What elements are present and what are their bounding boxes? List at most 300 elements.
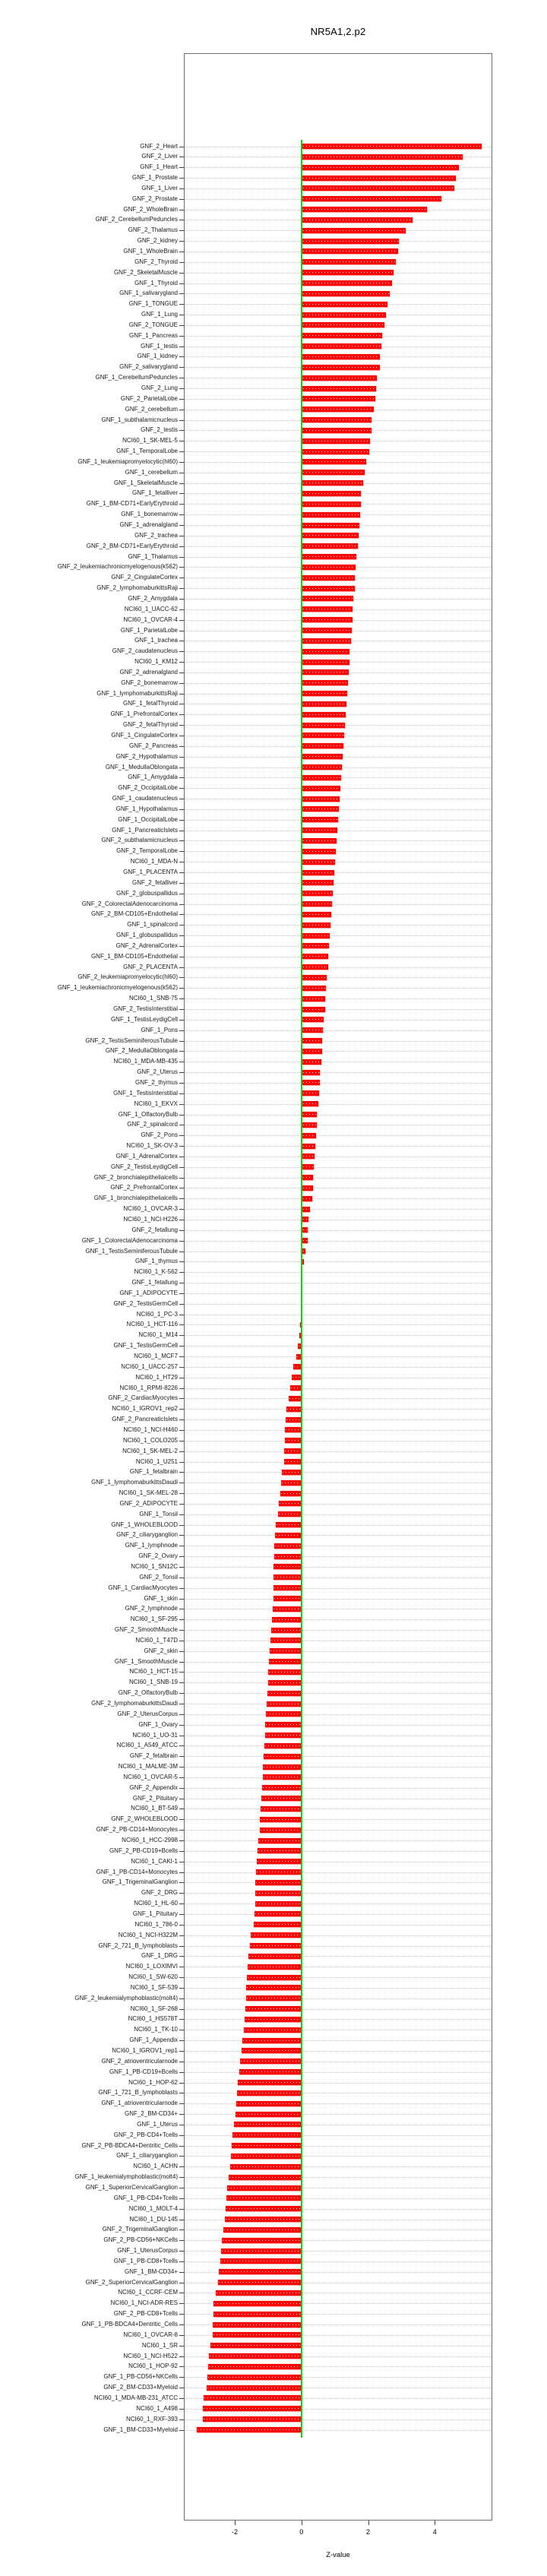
row-label: GNF_1_TestisInterstitial (113, 1089, 178, 1097)
bar (302, 196, 441, 201)
row-label: GNF_2_cerebellum (125, 405, 178, 413)
grid-line (185, 1178, 492, 1179)
grid-line (185, 1272, 492, 1273)
row-label: NCI60_1_M14 (138, 1331, 178, 1339)
y-tick (179, 2040, 184, 2041)
bar (286, 1407, 301, 1412)
y-tick (179, 2251, 184, 2252)
y-tick (179, 1988, 184, 1989)
row-label: NCI60_1_NCI-H226 (123, 1215, 178, 1223)
row-label: GNF_2_ColorectalAdenocarcinoma (81, 900, 178, 907)
grid-line (185, 904, 492, 905)
row-label: GNF_1_lymphnode (125, 1542, 178, 1549)
x-tick (235, 2521, 236, 2525)
bar (261, 1806, 301, 1812)
y-tick (179, 904, 184, 905)
grid-line (185, 1977, 492, 1978)
y-tick (179, 1135, 184, 1136)
grid-line (185, 1714, 492, 1715)
y-tick (179, 588, 184, 589)
row-label: GNF_2_PrefrontalCortex (110, 1184, 178, 1191)
bar (245, 2006, 301, 2011)
y-tick (179, 1672, 184, 1673)
y-tick (179, 1241, 184, 1242)
x-tick-label: 0 (299, 2528, 304, 2536)
bar (302, 333, 382, 338)
bar (231, 2154, 301, 2159)
row-label: GNF_2_bonemarrow (121, 679, 178, 686)
grid-line (185, 2103, 492, 2104)
grid-line (185, 1346, 492, 1347)
bar (302, 828, 337, 833)
y-tick (179, 2346, 184, 2347)
grid-line (185, 1072, 492, 1073)
row-label: GNF_2_spinalcord (127, 1121, 178, 1128)
bar (264, 1743, 301, 1748)
row-label: NCI60_1_K-562 (134, 1268, 178, 1276)
y-tick (179, 662, 184, 663)
row-label: GNF_1_lymphomaburkittsRaji (96, 689, 178, 697)
bar (302, 459, 365, 464)
row-label: NCI60_1_SNB-75 (128, 995, 178, 1002)
row-label: GNF_1_TONGUE (128, 300, 178, 308)
y-tick (179, 2135, 184, 2136)
bar (222, 2238, 301, 2243)
row-label: GNF_2_PB-CD8+Tcells (113, 2310, 178, 2318)
bar (302, 365, 380, 370)
row-label: GNF_1_PancreaticIslets (112, 826, 178, 834)
bar (302, 786, 340, 791)
grid-line (185, 1935, 492, 1936)
bar (302, 322, 384, 328)
row-label: GNF_1_DRG (141, 1952, 178, 1960)
bar (302, 228, 405, 233)
row-label: GNF_2_testis (141, 426, 178, 434)
y-tick (179, 620, 184, 621)
grid-line (185, 1514, 492, 1515)
row-label: NCI60_1_DU-145 (129, 2215, 178, 2223)
y-tick (179, 557, 184, 558)
bar (302, 565, 356, 570)
bar (302, 523, 359, 528)
bar (226, 2206, 301, 2211)
y-tick (179, 493, 184, 494)
bar (302, 996, 325, 1002)
bar (213, 2332, 302, 2337)
row-label: GNF_2_PB-CD4+Tcells (113, 2131, 178, 2138)
bar (302, 575, 355, 581)
row-label: GNF_2_caudatenucleus (112, 647, 178, 655)
row-label: GNF_2_OlfactoryBulb (118, 1689, 178, 1697)
y-tick (179, 1567, 184, 1568)
y-tick (179, 293, 184, 294)
y-tick (179, 2229, 184, 2230)
row-label: GNF_1_UterusCorpus (117, 2247, 178, 2255)
bar (207, 2385, 301, 2391)
y-tick (179, 1588, 184, 1589)
bar (302, 660, 349, 665)
grid-line (185, 1830, 492, 1831)
x-tick-label: -2 (232, 2528, 239, 2536)
bar (302, 480, 363, 486)
grid-line (185, 1209, 492, 1210)
row-label: GNF_2_atrioventricularnode (101, 2057, 178, 2065)
grid-line (185, 1882, 492, 1883)
bar (260, 1817, 301, 1822)
y-tick (179, 1356, 184, 1357)
row-label: GNF_1_CardiacMyocytes (108, 1584, 178, 1591)
y-tick (179, 273, 184, 274)
row-label: GNF_2_fetalbrain (129, 1752, 178, 1760)
row-label: GNF_2_subthalamicnucleus (101, 837, 178, 844)
y-tick (179, 1777, 184, 1778)
y-tick (179, 1725, 184, 1726)
bar (302, 1207, 310, 1212)
bar (278, 1511, 302, 1517)
bar (302, 185, 454, 191)
bar (302, 144, 481, 149)
bar (302, 154, 462, 160)
y-tick (179, 1272, 184, 1273)
y-tick (179, 1662, 184, 1663)
bar (244, 2027, 302, 2033)
row-label: NCI60_1_786-0 (134, 1920, 178, 1928)
bar (266, 1711, 301, 1717)
bar (270, 1638, 301, 1643)
bar (302, 933, 330, 938)
row-label: GNF_1_spinalcord (127, 921, 178, 929)
bar (280, 1491, 302, 1496)
y-tick (179, 1293, 184, 1294)
row-label: GNF_2_PancreaticIslets (112, 1416, 178, 1423)
row-label: NCI60_1_SW-620 (128, 1973, 178, 1981)
bar (225, 2217, 302, 2222)
row-label: GNF_2_fetalThyroid (122, 721, 178, 729)
x-tick-label: 4 (432, 2528, 437, 2536)
row-label: GNF_1_skin (144, 1594, 178, 1602)
bar (255, 1911, 302, 1916)
bar (302, 217, 412, 223)
bar (227, 2185, 301, 2191)
grid-line (185, 988, 492, 989)
grid-line (185, 1651, 492, 1652)
y-tick (179, 809, 184, 810)
row-label: GNF_1_SuperiorCervicalGanglion (85, 2184, 178, 2191)
grid-line (185, 1472, 492, 1473)
bar (255, 1901, 301, 1907)
grid-line (185, 1777, 492, 1778)
row-label: GNF_1_TestisLeydigCell (110, 1015, 178, 1023)
bar (302, 470, 365, 475)
bar (302, 723, 345, 728)
bar (292, 1375, 301, 1380)
row-label: GNF_1_PLACENTA (123, 869, 178, 875)
bar (281, 1480, 301, 1486)
grid-line (185, 1682, 492, 1683)
bar (302, 428, 371, 433)
row-label: GNF_1_fetalbrain (129, 1468, 178, 1476)
grid-line (185, 1693, 492, 1694)
y-tick (179, 935, 184, 936)
row-label: GNF_2_TONGUE (128, 321, 178, 328)
row-label: NCI60_1_SK-MEL-28 (119, 1489, 178, 1497)
bar (223, 2227, 302, 2233)
row-label: GNF_2_Heart (140, 142, 178, 150)
grid-line (185, 851, 492, 852)
grid-line (185, 1324, 492, 1325)
row-label: GNF_2_Amygdala (128, 594, 178, 602)
bar (302, 617, 352, 622)
row-label: GNF_2_leukemialymphoblastic(molt4) (74, 1994, 178, 2002)
row-label: NCI60_1_NCI-H460 (123, 1426, 178, 1433)
grid-line (185, 1588, 492, 1589)
grid-line (185, 1872, 492, 1873)
bar (302, 1027, 323, 1033)
x-tick (368, 2521, 369, 2525)
row-label: GNF_2_lymphnode (125, 1605, 178, 1612)
bar (208, 2364, 302, 2369)
bar (245, 2017, 301, 2022)
row-label: NCI60_1_MOLT-4 (128, 2204, 178, 2212)
bar (302, 312, 386, 318)
row-label: GNF_1_salivarygland (119, 290, 178, 297)
y-tick (179, 1419, 184, 1420)
row-label: GNF_2_SmoothMuscle (114, 1626, 178, 1634)
row-label: GNF_2_ciliaryganglion (116, 1531, 178, 1539)
bar (302, 669, 348, 675)
grid-line (185, 946, 492, 947)
y-tick (179, 1682, 184, 1683)
row-label: GNF_2_PLACENTA (123, 963, 178, 970)
row-label: GNF_2_BM-CD105+Endothelial (90, 910, 178, 918)
y-tick (179, 1430, 184, 1431)
row-label: NCI60_1_KM12 (134, 658, 178, 666)
bar (269, 1659, 301, 1664)
grid-line (185, 1756, 492, 1757)
bar (250, 1943, 301, 1948)
y-tick (179, 1630, 184, 1631)
row-label: GNF_2_CerebellumPeduncles (95, 216, 178, 223)
y-tick (179, 977, 184, 978)
grid-line (185, 1556, 492, 1557)
y-tick (179, 388, 184, 389)
row-label: NCI60_1_OVCAR-5 (123, 1773, 178, 1780)
y-tick (179, 694, 184, 695)
bar (302, 806, 339, 812)
y-tick (179, 1178, 184, 1179)
row-label: GNF_1_thymus (134, 1258, 178, 1265)
y-tick (179, 1977, 184, 1978)
bar (274, 1564, 301, 1569)
y-tick (179, 325, 184, 326)
grid-line (185, 1083, 492, 1084)
row-label: GNF_1_OccipitalLobe (118, 815, 178, 823)
bar (302, 754, 343, 759)
bar (262, 1785, 302, 1790)
y-tick (179, 925, 184, 926)
row-label: NCI60_1_OVCAR-4 (123, 616, 178, 623)
bar (246, 1985, 301, 1990)
y-tick (179, 1914, 184, 1915)
row-label: NCI60_1_U251 (135, 1457, 178, 1465)
y-tick (179, 2430, 184, 2431)
bar (302, 396, 375, 401)
row-label: NCI60_1_SF-268 (130, 2005, 178, 2012)
grid-line (185, 977, 492, 978)
row-label: GNF_2_CingulateCortex (111, 574, 178, 581)
row-label: GNF_2_Appendix (129, 1783, 178, 1791)
bar (247, 1975, 301, 1980)
y-tick (179, 2103, 184, 2104)
y-tick (179, 1693, 184, 1694)
bar (213, 2301, 301, 2306)
row-label: GNF_1_Hypothalamus (115, 805, 178, 812)
y-tick (179, 504, 184, 505)
y-tick (179, 2072, 184, 2073)
grid-line (185, 1504, 492, 1505)
row-label: NCI60_1_RPMI-8226 (119, 1384, 178, 1391)
row-label: GNF_1_globuspallidus (116, 932, 178, 939)
grid-line (185, 1388, 492, 1389)
row-label: NCI60_1_HT29 (135, 1373, 178, 1381)
grid-line (185, 1630, 492, 1631)
y-tick (179, 1819, 184, 1820)
grid-line (185, 1104, 492, 1105)
bar (302, 817, 338, 822)
bar (240, 2059, 301, 2064)
grid-line (185, 998, 492, 999)
bar (302, 680, 348, 685)
bar (230, 2164, 302, 2169)
y-tick (179, 883, 184, 884)
row-label: NCI60_1_CAKI-1 (131, 1857, 178, 1865)
bar (274, 1574, 301, 1580)
y-tick (179, 1840, 184, 1841)
bar (302, 502, 360, 507)
bar (302, 1154, 315, 1159)
y-tick (179, 399, 184, 400)
y-tick (179, 2377, 184, 2378)
row-label: GNF_1_Prostate (131, 174, 178, 182)
bar (302, 922, 330, 928)
x-axis-title: Z-value (326, 2551, 350, 2559)
row-label: NCI60_1_T47D (135, 1636, 178, 1644)
bar (302, 512, 360, 517)
y-tick (179, 840, 184, 841)
row-label: GNF_1_testis (141, 342, 178, 350)
row-label: NCI60_1_NCI-ADR-RES (110, 2299, 178, 2307)
bar (209, 2353, 301, 2359)
y-tick (179, 820, 184, 821)
bar (256, 1869, 302, 1875)
y-tick (179, 1493, 184, 1494)
row-label: GNF_2_TrigeminalGanglion (102, 2226, 178, 2233)
y-tick (179, 2177, 184, 2178)
bar (302, 764, 342, 770)
bar (302, 891, 333, 896)
bar (268, 1680, 301, 1685)
bar (274, 1554, 301, 1559)
y-tick (179, 2303, 184, 2304)
row-label: NCI60_1_UACC-62 (124, 605, 178, 612)
y-tick (179, 2314, 184, 2315)
grid-line (185, 1662, 492, 1663)
bar (302, 586, 354, 591)
bar (302, 733, 343, 738)
y-tick (179, 714, 184, 715)
row-label: GNF_1_ciliaryganglion (116, 2152, 178, 2160)
row-label: GNF_1_Ovary (138, 1720, 178, 1728)
y-tick (179, 462, 184, 463)
bar (302, 165, 458, 170)
bar (302, 954, 328, 959)
row-label: NCI60_1_NCI-H522 (123, 2352, 178, 2359)
y-tick (179, 1167, 184, 1168)
row-label: NCI60_1_SF-539 (130, 1983, 178, 1991)
grid-line (185, 1567, 492, 1568)
grid-line (185, 2009, 492, 2010)
row-label: GNF_1_PB-CD4+Tcells (113, 2194, 178, 2201)
y-tick (179, 757, 184, 758)
bar (274, 1596, 302, 1601)
bar (302, 438, 370, 444)
row-label: GNF_2_TestisGermCell (113, 1299, 178, 1307)
bar (302, 343, 381, 349)
y-tick (179, 1946, 184, 1947)
row-label: GNF_2_ADIPOCYTE (119, 1499, 178, 1507)
row-label: GNF_1_BM-CD34+ (124, 2267, 178, 2275)
bar (239, 2069, 301, 2074)
y-tick (179, 1104, 184, 1105)
row-label: GNF_2_Prostate (131, 195, 178, 202)
bar (197, 2427, 302, 2432)
bar (302, 638, 350, 644)
y-tick (179, 356, 184, 357)
bar (302, 975, 327, 980)
grid-line (185, 1093, 492, 1094)
row-label: GNF_1_Appendix (129, 2036, 178, 2044)
bar (221, 2248, 301, 2254)
row-label: GNF_2_PB-CD56+NKCells (103, 2236, 178, 2244)
row-label: NCI60_1_NCI-H322M (118, 1931, 178, 1938)
bar (302, 270, 394, 275)
y-tick (179, 998, 184, 999)
y-tick (179, 1714, 184, 1715)
row-label: GNF_1_TestisSeminiferousTubule (85, 1247, 178, 1255)
y-tick (179, 914, 184, 915)
bar (302, 1227, 308, 1233)
bar (302, 1196, 312, 1201)
row-label: GNF_2_Pituitary (132, 1794, 178, 1802)
bar (264, 1754, 301, 1759)
grid-line (185, 1335, 492, 1336)
row-label: NCI60_1_HS578T (128, 2015, 178, 2023)
bar (286, 1417, 301, 1422)
row-label: NCI60_1_HL-60 (134, 1900, 178, 1907)
row-label: GNF_1_fetallung (131, 1279, 178, 1286)
row-label: NCI60_1_HOP-62 (128, 2078, 178, 2086)
y-tick (179, 609, 184, 610)
bar (302, 375, 376, 381)
y-tick (179, 367, 184, 368)
row-label: GNF_1_Pituitary (132, 1910, 178, 1917)
bar (218, 2280, 302, 2285)
row-label: GNF_2_kidney (137, 237, 178, 245)
row-label: NCI60_1_EKVX (134, 1100, 178, 1107)
row-label: GNF_1_SmoothMuscle (114, 1657, 178, 1665)
row-label: NCI60_1_MCF7 (134, 1353, 178, 1360)
bar (226, 2195, 301, 2201)
